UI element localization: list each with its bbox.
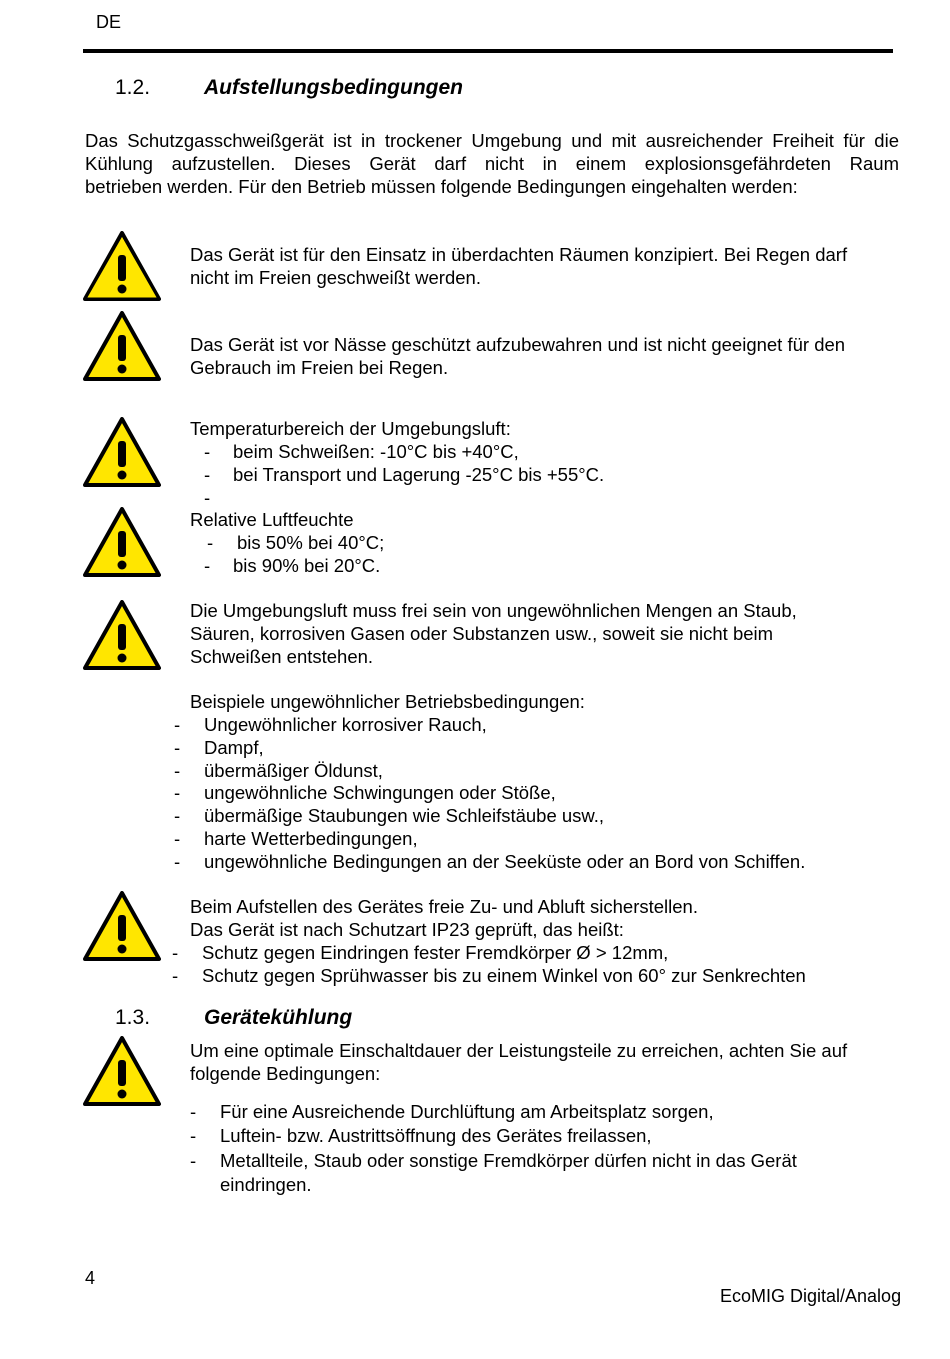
list-item: Für eine Ausreichende Durchlüftung am Arbeitsplatz sorgen, — [220, 1101, 714, 1122]
warning-text: Gebrauch im Freien bei Regen. — [190, 357, 449, 378]
list-dash: - — [190, 1125, 197, 1146]
list-dash: - — [172, 965, 179, 986]
list-item: Dampf, — [204, 737, 264, 758]
list-dash: - — [190, 1150, 197, 1171]
section-title: Gerätekühlung — [204, 1006, 353, 1029]
list-item: bis 50% bei 40°C; — [237, 532, 385, 553]
list-item: bei Transport und Lagerung -25°C bis +55°C. — [233, 464, 605, 485]
list-dash: - — [204, 555, 211, 576]
warning-text: Das Gerät ist für den Einsatz in überdachten Räumen konzipiert. Bei Regen darf — [190, 244, 848, 265]
list-item-continuation: eindringen. — [220, 1174, 312, 1195]
list-item: Schutz gegen Sprühwasser bis zu einem Winkel von 60° zur Senkrechten — [202, 965, 806, 986]
intro-line: Kühlung aufzustellen. Dieses Gerät darf nicht in einem explosionsgefährdeten Raum — [85, 153, 899, 174]
warning-triangle-icon — [83, 600, 161, 670]
list-dash: - — [207, 532, 214, 553]
air-text: Schweißen entstehen. — [190, 646, 374, 667]
warning-triangle-icon — [83, 507, 161, 577]
warning-text: Das Gerät ist vor Nässe geschützt aufzubewahren und ist nicht geeignet für den — [190, 334, 846, 355]
list-dash: - — [172, 942, 179, 963]
air-text: Die Umgebungsluft muss frei sein von ungewöhnlichen Mengen an Staub, — [190, 600, 797, 621]
section-number: 1.2. — [115, 76, 151, 99]
list-item: ungewöhnliche Bedingungen an der Seeküste oder an Bord von Schiffen. — [204, 851, 806, 872]
intro-line: Das Schutzgasschweißgerät ist in trockener Umgebung und mit ausreichender Freiheit für die — [85, 130, 899, 151]
ventilation-text: Beim Aufstellen des Gerätes freie Zu- und Abluft sicherstellen. — [190, 896, 698, 917]
list-item: Luftein- bzw. Austrittsöffnung des Gerätes freilassen, — [220, 1125, 652, 1146]
header-rule — [83, 49, 893, 53]
product-name: EcoMIG Digital/Analog — [720, 1286, 902, 1306]
ventilation-text: Das Gerät ist nach Schutzart IP23 geprüft, das heißt: — [190, 919, 624, 940]
list-item: übermäßige Staubungen wie Schleifstäube usw., — [204, 805, 605, 826]
section-number: 1.3. — [115, 1006, 151, 1029]
list-item: übermäßiger Öldunst, — [204, 760, 383, 781]
list-dash: - — [174, 760, 181, 781]
humidity-heading: Relative Luftfeuchte — [190, 509, 354, 530]
warning-text: nicht im Freien geschweißt werden. — [190, 267, 481, 288]
list-item: harte Wetterbedingungen, — [204, 828, 418, 849]
list-dash: - — [204, 487, 211, 508]
list-dash: - — [174, 737, 181, 758]
list-item: Schutz gegen Eindringen fester Fremdkörper Ø > 12mm, — [202, 942, 669, 963]
intro-line: betrieben werden. Für den Betrieb müssen folgende Bedingungen eingehalten werden: — [85, 176, 798, 197]
list-item: Ungewöhnlicher korrosiver Rauch, — [204, 714, 487, 735]
list-item: ungewöhnliche Schwingungen oder Stöße, — [204, 782, 556, 803]
list-dash: - — [174, 805, 181, 826]
temperature-heading: Temperaturbereich der Umgebungsluft: — [190, 418, 511, 439]
warning-triangle-icon — [83, 231, 161, 301]
list-item: bis 90% bei 20°C. — [233, 555, 381, 576]
list-item: Metallteile, Staub oder sonstige Fremdkörper dürfen nicht in das Gerät — [220, 1150, 797, 1171]
list-item: beim Schweißen: -10°C bis +40°C, — [233, 441, 519, 462]
examples-heading: Beispiele ungewöhnlicher Betriebsbedingungen: — [190, 691, 585, 712]
list-dash: - — [190, 1101, 197, 1122]
list-dash: - — [204, 464, 211, 485]
page-number: 4 — [85, 1268, 96, 1288]
cooling-intro: Um eine optimale Einschaltdauer der Leistungsteile zu erreichen, achten Sie auf — [190, 1040, 848, 1061]
air-text: Säuren, korrosiven Gasen oder Substanzen usw., soweit sie nicht beim — [190, 623, 774, 644]
warning-triangle-icon — [83, 891, 161, 961]
list-dash: - — [174, 714, 181, 735]
language-code: DE — [96, 12, 122, 32]
warning-triangle-icon — [83, 1036, 161, 1106]
list-dash: - — [174, 782, 181, 803]
list-dash: - — [174, 828, 181, 849]
section-title: Aufstellungsbedingungen — [204, 76, 463, 99]
list-dash: - — [174, 851, 181, 872]
list-dash: - — [204, 441, 211, 462]
warning-triangle-icon — [83, 417, 161, 487]
cooling-intro: folgende Bedingungen: — [190, 1063, 381, 1084]
warning-triangle-icon — [83, 311, 161, 381]
